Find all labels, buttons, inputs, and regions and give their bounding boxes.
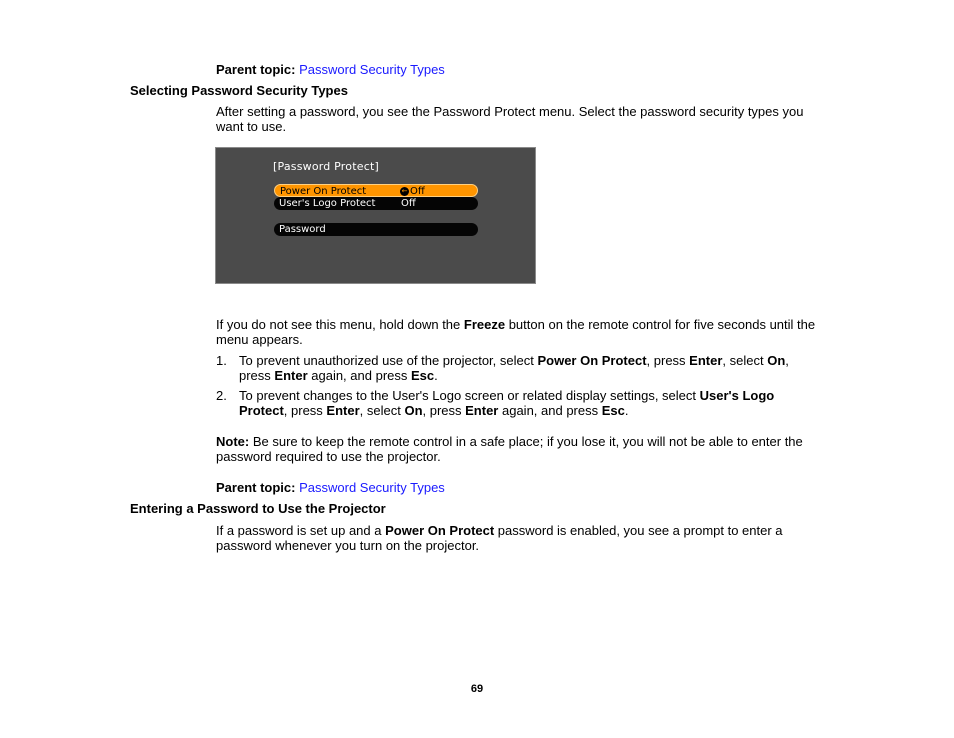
parent-topic-link[interactable]: Password Security Types <box>299 480 445 495</box>
menu-title: [Password Protect] <box>273 160 379 173</box>
note-paragraph <box>216 434 816 464</box>
text: password is enabled, you see a prompt to enter a password whenever you turn on the projector. <box>216 523 783 553</box>
parent-topic-link[interactable]: Password Security Types <box>299 62 445 77</box>
text: button on the remote control for five seconds until the menu appears. <box>216 317 816 347</box>
text: If a password is set up and a <box>216 523 386 538</box>
bold-text: Power On Protect <box>385 523 495 538</box>
list-item <box>216 388 816 418</box>
list-text: To prevent unauthorized use of the projector, select Power On Protect, press Enter, select On, press Enter again, and press Esc. <box>239 353 789 383</box>
text: If you do not see this menu, hold down the <box>216 317 464 332</box>
list-number: 2. <box>216 388 227 403</box>
section-paragraph <box>216 523 816 553</box>
parent-topic-label: Parent topic: <box>216 62 296 77</box>
menu-row-power-on-protect <box>274 184 478 197</box>
menu-row-label: Password <box>279 224 326 235</box>
list-text: To prevent changes to the User's Logo screen or related display settings, select User's Logo Protect, press Enter, select On, press Enter again, and press Esc. <box>239 388 775 418</box>
menu-row-label: Power On Protect <box>280 186 367 197</box>
page-number: 69 <box>470 683 484 695</box>
menu-row-label: User's Logo Protect <box>279 198 376 209</box>
parent-topic-label: Parent topic: <box>216 480 296 495</box>
menu-row-password <box>274 223 478 236</box>
bold-text: Freeze <box>463 317 506 332</box>
list-number: 1. <box>216 353 227 368</box>
enter-arrow-icon: ← <box>401 187 408 195</box>
section-heading: Entering a Password to Use the Projector <box>130 501 386 516</box>
password-protect-menu-image <box>215 147 536 284</box>
menu-row-users-logo-protect <box>274 197 478 210</box>
menu-row-value-text: Off <box>410 186 425 197</box>
parent-topic <box>216 480 445 495</box>
intro-paragraph: After setting a password, you see the Password Protect menu. Select the password security types you want to use. <box>216 104 804 134</box>
list-item <box>216 353 816 383</box>
freeze-paragraph <box>216 317 826 347</box>
section-heading: Selecting Password Security Types <box>130 83 348 98</box>
note-label: Note: <box>216 434 250 449</box>
parent-topic <box>216 62 445 77</box>
menu-row-value: Off <box>401 198 416 209</box>
note-text: Be sure to keep the remote control in a safe place; if you lose it, you will not be able to enter the password required to use the projector. <box>216 434 803 464</box>
